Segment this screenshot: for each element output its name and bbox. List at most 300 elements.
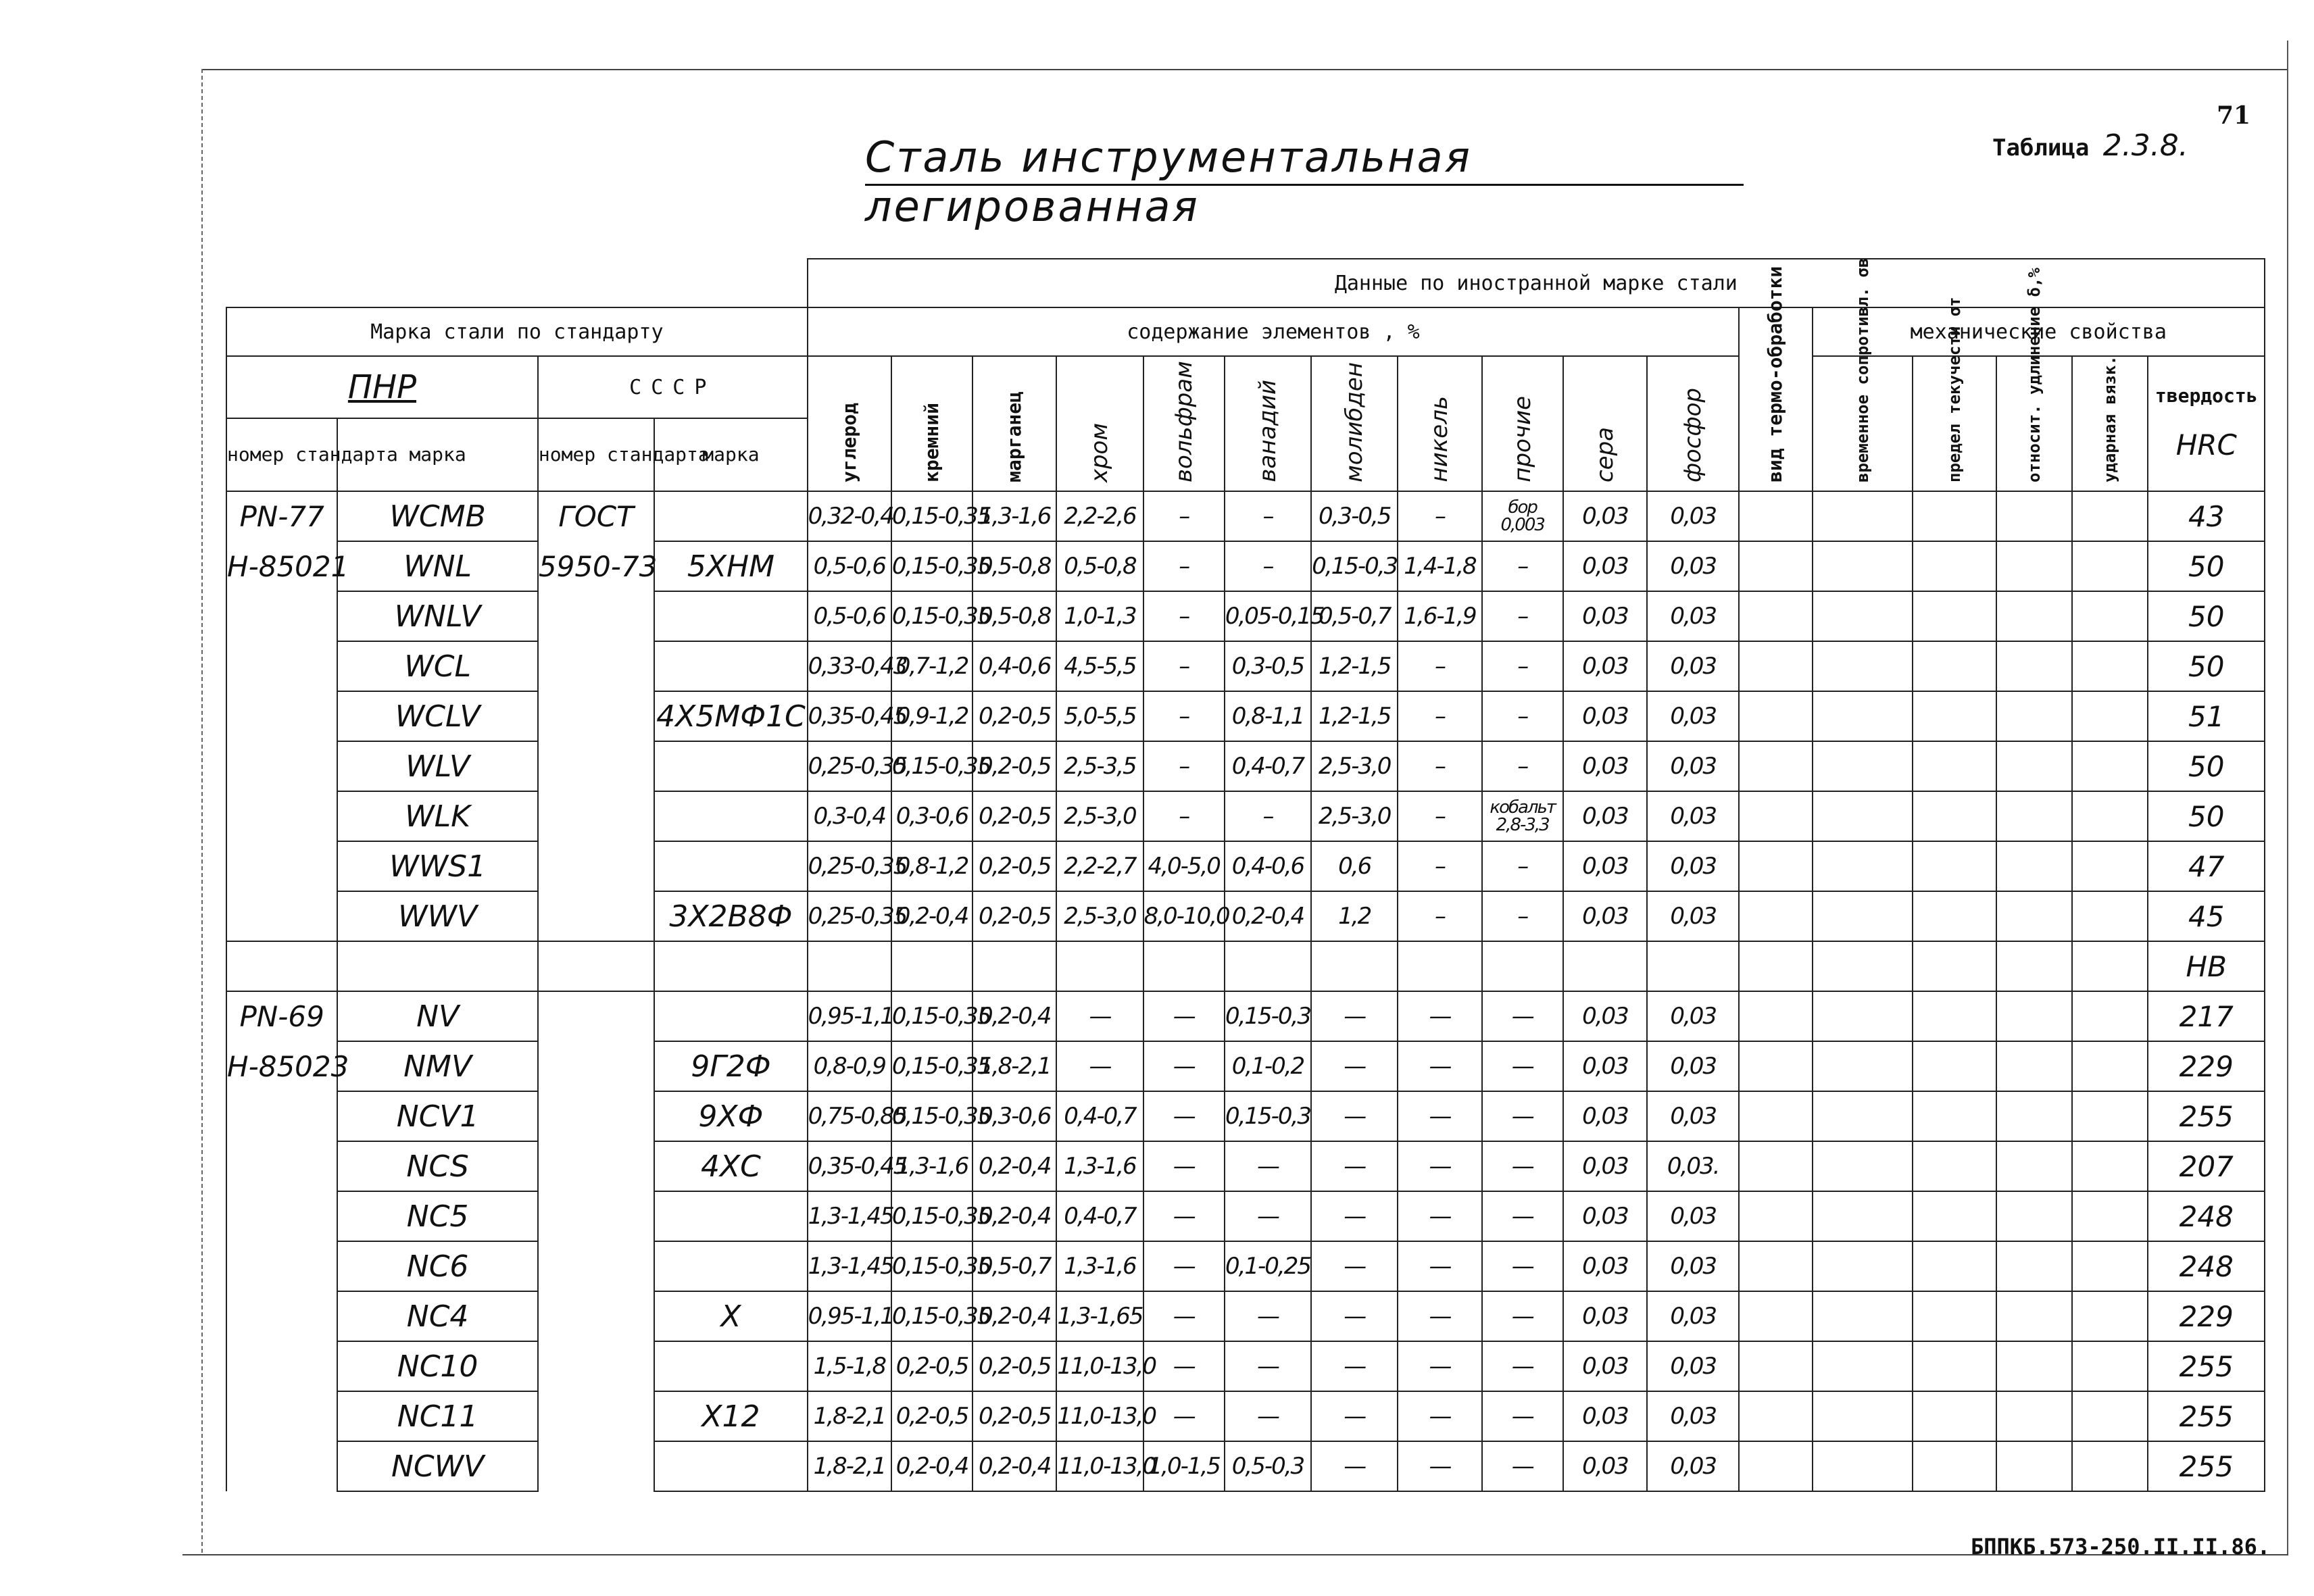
table-row [226,1191,2265,1241]
property-cell [2072,591,2148,641]
element-cell-mn: 0,5-0,8 [973,591,1056,641]
ussr-grade-cell [654,641,807,691]
empty-cell [1225,941,1311,991]
element-content-header: содержание элементов , % [808,307,1740,356]
element-header-sulfur [1563,356,1647,491]
pnr-standard-cell [226,741,337,791]
property-cell [1913,541,1996,591]
element-cell-w: 4,0-5,0 [1143,841,1225,891]
property-cell [1913,1191,1996,1241]
ussr-standard-cell: ГОСТ [538,491,654,541]
element-cell-mn: 0,2-0,5 [973,691,1056,741]
element-header-tungsten [1143,356,1225,491]
ussr-grade-cell [654,1191,807,1241]
element-cell-s: 0,03 [1563,641,1647,691]
pnr-standard-cell [226,591,337,641]
table-row [226,841,2265,891]
standard-grade-header: Марка стали по стандарту [226,307,808,356]
table-row [226,591,2265,641]
element-cell-si: 0,9-1,2 [891,691,973,741]
element-cell-w: — [1143,1291,1225,1341]
page-border [201,69,2288,70]
element-cell-v: 0,5-0,3 [1225,1441,1311,1491]
ussr-grade-cell: Х [654,1291,807,1341]
element-cell-s: 0,03 [1563,1141,1647,1191]
element-cell-c: 0,5-0,6 [808,591,891,641]
element-value: – [1517,553,1528,580]
property-cell [1913,791,1996,841]
pnr-standard-cell [226,1191,337,1241]
element-cell-v: 0,2-0,4 [1225,891,1311,941]
element-cell-ni: – [1398,641,1481,691]
property-cell [1913,1441,1996,1491]
property-cell [1996,791,2072,841]
element-cell-ni: – [1398,841,1481,891]
element-cell-p: 0,03 [1647,591,1739,641]
ussr-grade-cell: 4ХС [654,1141,807,1191]
ussr-standard-cell [538,741,654,791]
element-cell-ni: 1,6-1,9 [1398,591,1481,641]
element-cell-p: 0,03 [1647,891,1739,941]
property-cell [2072,1191,2148,1241]
page-border [201,69,203,1553]
grade-cell: NC11 [337,1391,538,1441]
hardness-cell: 207 [2148,1141,2265,1191]
grade-cell: WNLV [337,591,538,641]
property-cell [2072,541,2148,591]
element-label: марганец [1003,391,1026,482]
element-cell-w: — [1143,1041,1225,1091]
empty-cell [1647,941,1739,991]
element-label: никель [1426,396,1454,482]
ussr-standard-cell [538,841,654,891]
element-cell-mo: — [1311,1441,1398,1491]
element-cell-ni: — [1398,1091,1481,1141]
element-cell-p: 0,03 [1647,841,1739,891]
property-cell [2072,1091,2148,1141]
element-value: – [1517,603,1528,630]
pnr-header [226,356,538,418]
element-cell-ni: — [1398,1041,1481,1091]
ussr-grade-cell: 9ХФ [654,1091,807,1141]
property-cell [1813,1391,1913,1441]
property-cell [1813,691,1913,741]
element-cell-mn: 0,2-0,4 [973,1291,1056,1341]
property-cell [1739,491,1812,541]
element-cell-cr: 0,4-0,7 [1056,1091,1143,1141]
element-cell-w: – [1143,541,1225,591]
grade-cell: WCL [337,641,538,691]
property-cell [1996,1441,2072,1491]
element-cell-si: 0,2-0,5 [891,1391,973,1441]
element-cell-p: 0,03 [1647,1391,1739,1441]
element-cell-cr: 11,0-13,0 [1056,1391,1143,1441]
table-row [226,1041,2265,1091]
hardness-label: твердость [2155,384,2258,407]
grade-cell: NC4 [337,1291,538,1341]
table-row [226,541,2265,591]
page-number: 71 [2217,101,2251,130]
element-cell-c: 0,3-0,4 [808,791,891,841]
table-row [226,1341,2265,1391]
empty-cell [1913,941,1996,991]
element-cell-w: — [1143,1241,1225,1291]
element-cell-ni: – [1398,741,1481,791]
element-cell-p: 0,03 [1647,1091,1739,1141]
element-cell-c: 1,8-2,1 [808,1391,891,1441]
element-cell-w: 8,0-10,0 [1143,891,1225,941]
element-cell-s: 0,03 [1563,591,1647,641]
element-cell-si: 0,15-0,35 [891,491,973,541]
property-cell [1739,1241,1812,1291]
hardness-cell: 50 [2148,591,2265,641]
element-cell-cr: 11,0-13,0 [1056,1441,1143,1491]
ussr-grade-cell [654,491,807,541]
element-cell-si: 0,2-0,5 [891,1341,973,1391]
property-cell [1996,1391,2072,1441]
element-cell-mn: 1,8-2,1 [973,1041,1056,1091]
element-cell-s: 0,03 [1563,1041,1647,1091]
element-value: 0,003 [1500,515,1544,535]
pnr-standard-cell: H-85023 [226,1041,337,1091]
element-cell-c: 0,35-0,45 [808,691,891,741]
mech-label: ударная вязк. [2100,355,2120,482]
element-cell-cr: 2,5-3,0 [1056,791,1143,841]
element-cell-p: 0,03 [1647,791,1739,841]
element-cell-cr: 11,0-13,0 [1056,1341,1143,1391]
property-cell [1996,591,2072,641]
element-cell-mo: — [1311,991,1398,1041]
heat-treatment-label: вид термо-обработки [1764,266,1787,482]
element-cell-other: — [1482,1291,1563,1341]
element-cell-v: – [1225,541,1311,591]
property-cell [1996,541,2072,591]
header-row-3 [226,356,2265,418]
element-cell-ni: — [1398,991,1481,1041]
grade-cell: WWS1 [337,841,538,891]
ussr-grade-cell [654,991,807,1041]
pnr-grade-header: марка [337,418,538,491]
property-cell [1813,1291,1913,1341]
pnr-label: ПНР [347,368,417,407]
element-cell-ni: – [1398,691,1481,741]
hardness-cell: 255 [2148,1091,2265,1141]
empty-cell [891,941,973,991]
empty-cell [1996,941,2072,991]
element-cell-v: 0,1-0,2 [1225,1041,1311,1091]
element-label: хром [1086,422,1114,482]
element-header-carbon [808,356,891,491]
empty-cell [808,941,891,991]
mechanical-header: механические свойства [1813,307,2265,356]
header-spacer [226,259,808,307]
property-cell [1996,891,2072,941]
property-cell [1739,541,1812,591]
property-cell [2072,1141,2148,1191]
table-label-prefix: Таблица [1992,134,2090,161]
empty-cell [226,941,337,991]
element-cell-s: 0,03 [1563,1091,1647,1141]
element-cell-c: 1,8-2,1 [808,1441,891,1491]
element-cell-si: 0,7-1,2 [891,641,973,691]
ussr-standard-cell [538,1241,654,1291]
element-cell-cr: 0,4-0,7 [1056,1191,1143,1241]
grade-cell: WNL [337,541,538,591]
grade-cell: NCWV [337,1441,538,1491]
element-value: кобальт [1490,797,1556,818]
element-cell-v: — [1225,1191,1311,1241]
element-cell-mo: 1,2-1,5 [1311,691,1398,741]
element-cell-w: – [1143,691,1225,741]
property-cell [1813,741,1913,791]
property-cell [2072,1341,2148,1391]
element-cell-mn: 0,5-0,8 [973,541,1056,591]
table-row [226,1141,2265,1191]
element-cell-other: — [1482,991,1563,1041]
property-cell [1813,1041,1913,1091]
property-cell [1913,891,1996,941]
table-row [226,1241,2265,1291]
ussr-standard-cell [538,791,654,841]
element-value: – [1517,753,1528,780]
property-cell [1996,491,2072,541]
element-cell-w: — [1143,1191,1225,1241]
footer-code: БППКБ.573-250.II.II.86. [1971,1534,2271,1560]
property-cell [1913,641,1996,691]
element-cell-mn: 0,3-0,6 [973,1091,1056,1141]
property-cell [1813,491,1913,541]
element-cell-v: — [1225,1141,1311,1191]
table-row [226,891,2265,941]
heat-treatment-header [1739,266,1812,491]
element-cell-mo: — [1311,1391,1398,1441]
element-cell-p: 0,03 [1647,491,1739,541]
hardness-cell: 217 [2148,991,2265,1041]
element-cell-ni: — [1398,1341,1481,1391]
element-cell-cr: 2,2-2,6 [1056,491,1143,541]
element-cell-si: 0,3-0,6 [891,791,973,841]
table-label [1992,128,2188,163]
ussr-standard-cell [538,1341,654,1391]
property-cell [1739,1291,1812,1341]
element-cell-other [1482,591,1563,641]
property-cell [1913,1291,1996,1341]
property-cell [1996,1191,2072,1241]
element-cell-v: 0,05-0,15 [1225,591,1311,641]
element-header-vanadium [1225,356,1311,491]
hb-unit-row [226,941,2265,991]
element-cell-other: — [1482,1441,1563,1491]
ussr-standard-cell [538,591,654,641]
element-cell-p: 0,03 [1647,1041,1739,1091]
element-cell-mo: 2,5-3,0 [1311,791,1398,841]
property-cell [1813,1091,1913,1141]
element-cell-ni: — [1398,1291,1481,1341]
hardness-cell: 248 [2148,1191,2265,1241]
property-cell [2072,791,2148,841]
element-cell-mo: — [1311,1291,1398,1341]
table-row [226,491,2265,541]
element-cell-other: — [1482,1341,1563,1391]
hardness-cell: 43 [2148,491,2265,541]
element-header-phosphorus [1647,356,1739,491]
element-cell-si: 0,2-0,4 [891,1441,973,1491]
hardness-cell: 255 [2148,1341,2265,1391]
element-header-other [1482,356,1563,491]
property-cell [1913,1091,1996,1141]
grade-cell: WCLV [337,691,538,741]
empty-cell [538,941,654,991]
element-cell-other: — [1482,1241,1563,1291]
element-value: – [1517,703,1528,730]
property-cell [1739,1191,1812,1241]
ussr-standard-cell: 5950-73 [538,541,654,591]
element-cell-cr: 0,5-0,8 [1056,541,1143,591]
table-row [226,1391,2265,1441]
pnr-standard-cell: H-85021 [226,541,337,591]
element-cell-v: — [1225,1291,1311,1341]
pnr-standard-cell [226,691,337,741]
grade-cell: WCMB [337,491,538,541]
element-cell-s: 0,03 [1563,491,1647,541]
element-cell-ni: — [1398,1191,1481,1241]
property-cell [1996,1291,2072,1341]
element-cell-v: 0,3-0,5 [1225,641,1311,691]
property-cell [1739,1141,1812,1191]
element-cell-si: 1,3-1,6 [891,1141,973,1191]
element-cell-c: 1,5-1,8 [808,1341,891,1391]
ussr-grade-cell: 3Х2В8Ф [654,891,807,941]
hardness-cell: 45 [2148,891,2265,941]
property-cell [1739,691,1812,741]
element-cell-v: – [1225,491,1311,541]
element-label: вольфрам [1170,361,1198,482]
element-cell-other [1482,491,1563,541]
property-cell [1813,641,1913,691]
property-cell [1813,791,1913,841]
property-cell [1996,841,2072,891]
element-header-molybdenum [1311,356,1398,491]
element-cell-si: 0,15-0,35 [891,591,973,641]
element-cell-ni: — [1398,1391,1481,1441]
element-cell-s: 0,03 [1563,1191,1647,1241]
property-cell [2072,991,2148,1041]
property-cell [1996,991,2072,1041]
element-cell-v: 0,1-0,25 [1225,1241,1311,1291]
property-cell [1996,691,2072,741]
element-cell-mn: 0,2-0,4 [973,991,1056,1041]
table-row [226,791,2265,841]
grade-cell: WLK [337,791,538,841]
element-cell-mn: 0,2-0,5 [973,1391,1056,1441]
element-label: прочие [1508,396,1536,482]
element-cell-p: 0,03 [1647,1441,1739,1491]
element-label: кремний [920,402,943,482]
element-cell-ni: – [1398,891,1481,941]
property-cell [1813,1141,1913,1191]
ussr-grade-cell: Х12 [654,1391,807,1441]
property-cell [1739,1341,1812,1391]
pnr-standard-cell [226,891,337,941]
mech-label: относит. удлинение δ,% [2025,268,2044,482]
mech-header-elongation [1996,268,2072,491]
property-cell [1913,991,1996,1041]
element-cell-si: 0,15-0,35 [891,1191,973,1241]
element-cell-w: — [1143,1141,1225,1191]
table-row [226,1091,2265,1141]
empty-cell [1311,941,1398,991]
element-cell-mo: 0,5-0,7 [1311,591,1398,641]
empty-cell [1813,941,1913,991]
property-cell [2072,841,2148,891]
element-cell-v: – [1225,791,1311,841]
pnr-standard-cell [226,1291,337,1341]
element-cell-s: 0,03 [1563,1391,1647,1441]
element-cell-w: – [1143,791,1225,841]
element-cell-mo: 0,6 [1311,841,1398,891]
hardness-cell: 51 [2148,691,2265,741]
property-cell [1739,641,1812,691]
element-cell-mn: 0,4-0,6 [973,641,1056,691]
property-cell [1739,1391,1812,1441]
empty-cell [654,941,807,991]
foreign-data-header: Данные по иностранной марке стали [808,259,2265,307]
ussr-standard-cell [538,1091,654,1141]
grade-cell: WWV [337,891,538,941]
element-cell-w: – [1143,491,1225,541]
hrc-label: HRC [2175,428,2237,462]
table-label-number: 2.3.8. [2102,128,2188,163]
property-cell [1813,1341,1913,1391]
element-cell-mo: — [1311,1091,1398,1141]
ussr-standard-cell [538,1191,654,1241]
element-value: 2,8-3,3 [1496,815,1549,835]
ussr-grade-cell [654,591,807,641]
element-cell-other [1482,691,1563,741]
element-cell-ni: – [1398,791,1481,841]
element-cell-s: 0,03 [1563,1441,1647,1491]
element-cell-w: – [1143,641,1225,691]
pnr-standard-cell: PN-77 [226,491,337,541]
mech-label: предел текучести σт [1944,297,1964,482]
element-cell-w: — [1143,1341,1225,1391]
hb-group [226,941,2265,1491]
property-cell [2072,891,2148,941]
empty-cell [973,941,1056,991]
element-cell-c: 0,25-0,35 [808,891,891,941]
empty-cell [1563,941,1647,991]
element-value: бор [1508,497,1537,518]
property-cell [1913,1391,1996,1441]
element-cell-s: 0,03 [1563,991,1647,1041]
empty-cell [2072,941,2148,991]
element-cell-s: 0,03 [1563,1241,1647,1291]
element-cell-si: 0,15-0,35 [891,1091,973,1141]
element-cell-s: 0,03 [1563,541,1647,591]
element-cell-mo: — [1311,1141,1398,1191]
pnr-standard-cell [226,1141,337,1191]
property-cell [2072,1241,2148,1291]
grade-cell: NC5 [337,1191,538,1241]
property-cell [1739,841,1812,891]
property-cell [1996,641,2072,691]
grade-cell: NMV [337,1041,538,1091]
element-cell-ni: – [1398,491,1481,541]
ussr-standard-no-header: номер стандарта [538,418,654,491]
element-cell-s: 0,03 [1563,1341,1647,1391]
empty-cell [337,941,538,991]
element-label: ванадий [1254,380,1281,482]
